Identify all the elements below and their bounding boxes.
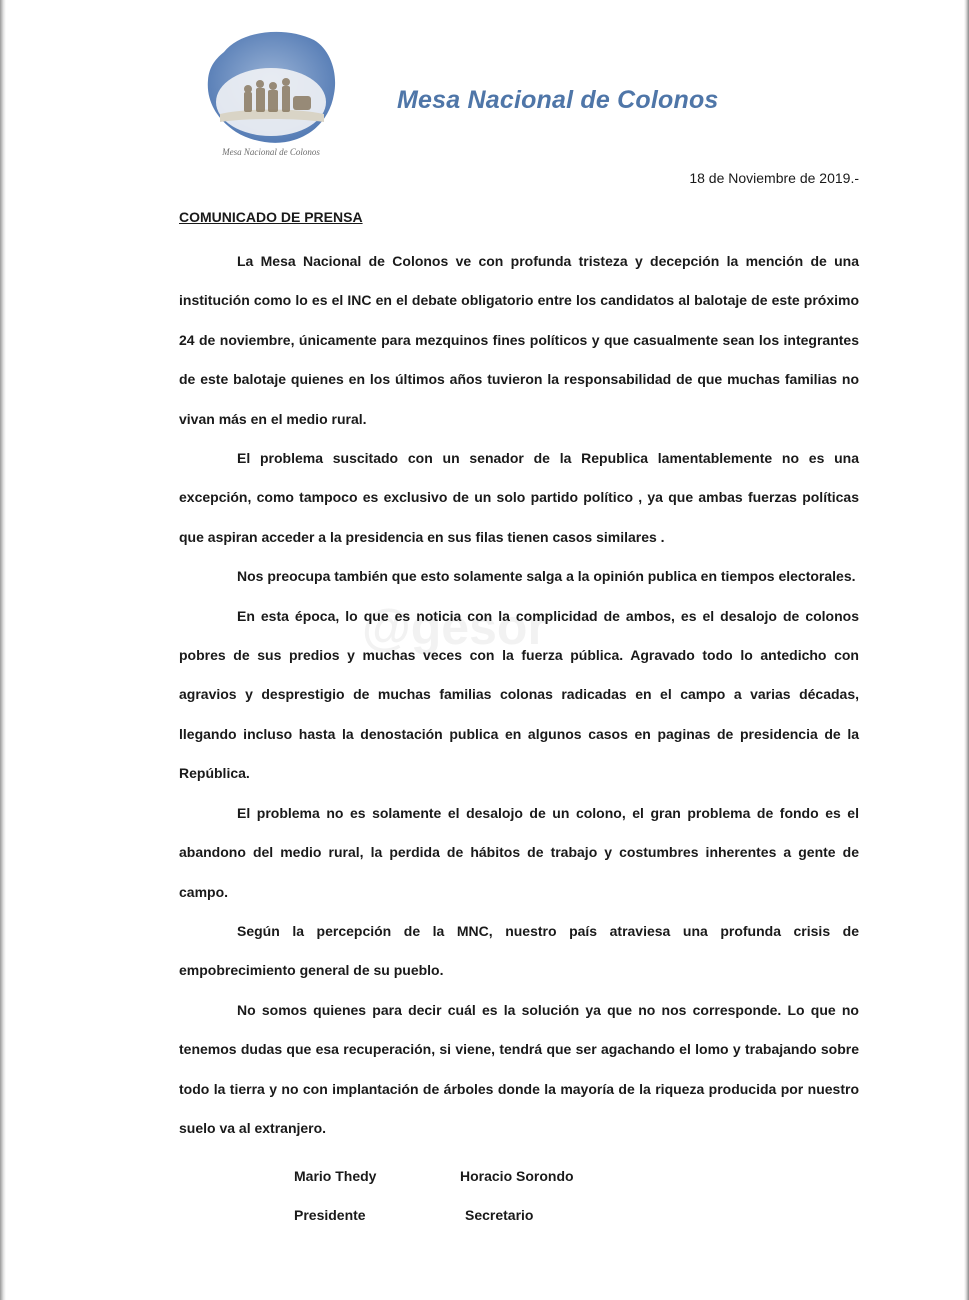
paragraph: En esta época, lo que es noticia con la complicidad de ambos, es el desalojo de colonos pobres de sus predios y muchas veces con la fuerza pública. Agravado todo lo antedicho con agravios y desprestigio de muchas familias colonas radicadas en el campo a varias décadas, llegando incluso hasta la denostación publica en algunos casos en paginas de presidencia de la República. xyxy=(179,607,859,782)
secretary-name: Horacio Sorondo xyxy=(460,1167,574,1184)
document-date: 18 de Noviembre de 2019.- xyxy=(689,170,859,186)
organization-title: Mesa Nacional de Colonos xyxy=(397,86,719,114)
document-heading: COMUNICADO DE PRENSA xyxy=(179,209,363,225)
signature-names-row xyxy=(294,1156,574,1195)
paragraph: Nos preocupa también que esto solamente salga a la opinión publica en tiempos electorales. xyxy=(237,568,856,585)
president-role: Presidente xyxy=(294,1207,366,1224)
organization-logo xyxy=(196,22,346,164)
secretary-role: Secretario xyxy=(465,1207,534,1224)
logo-caption: Mesa Nacional de Colonos xyxy=(222,147,320,157)
signature-block xyxy=(294,1156,574,1235)
signature-roles-row xyxy=(294,1195,574,1234)
president-name: Mario Thedy xyxy=(294,1167,377,1184)
paragraph: El problema no es solamente el desalojo de un colono, el gran problema de fondo es el abandono del medio rural, la perdida de hábitos de trabajo y costumbres inherentes a gente de campo. xyxy=(179,804,859,900)
paragraph: Según la percepción de la MNC, nuestro país atraviesa una profunda crisis de empobrecimiento general de su pueblo. xyxy=(179,922,859,979)
paragraph: No somos quienes para decir cuál es la solución ya que no nos corresponde. Lo que no tenemos dudas que esa recuperación, si viene, tendrá que ser agachando el lomo y trabajando sobre todo la tierra y no con implantación de árboles donde la mayoría de la riqueza producida por nuestro suelo va al extranjero. xyxy=(179,1001,859,1136)
page-edge-right xyxy=(964,0,969,1300)
paragraph: La Mesa Nacional de Colonos ve con profunda tristeza y decepción la mención de una institución como lo es el INC en el debate obligatorio entre los candidatos al balotaje de este próximo 24 de noviembre, únicamente para mezquinos fines políticos y que casualmente sean los integrantes de este balotaje quienes en los últimos años tuvieron la responsabilidad de que muchas familias no vivan más en el medio rural. xyxy=(179,253,859,427)
watermark: @gesor xyxy=(362,599,547,655)
press-release-body xyxy=(179,242,859,1148)
paragraph: El problema suscitado con un senador de la Republica lamentablemente no es una excepción, como tampoco es exclusivo de un solo partido político , ya que ambas fuerzas políticas que aspiran acceder a la presidencia en sus filas tienen casos similares . xyxy=(179,450,859,545)
page-edge-left xyxy=(0,0,6,1300)
